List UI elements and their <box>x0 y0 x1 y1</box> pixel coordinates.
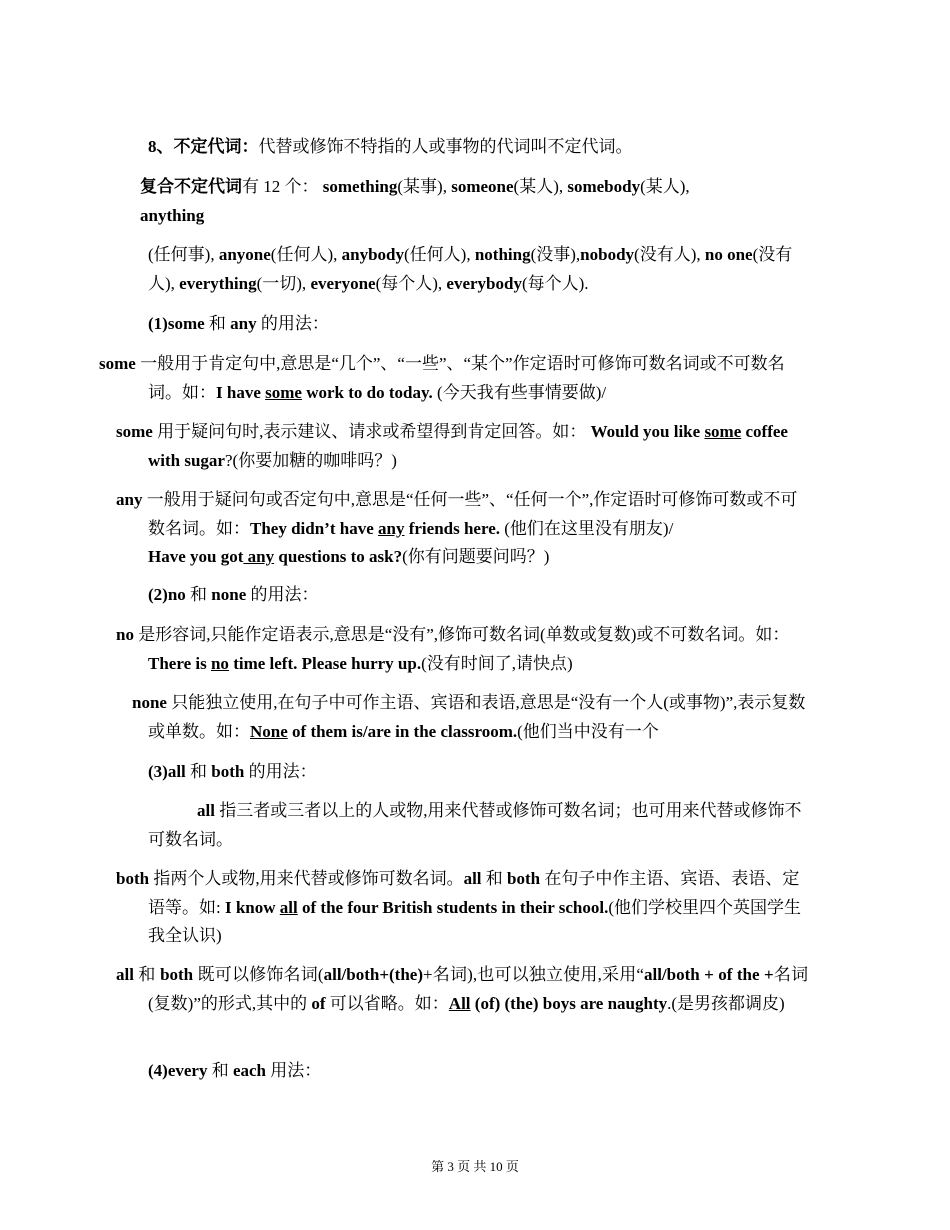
example: Have you got <box>148 547 244 566</box>
example: (of) (the) boys are naughty <box>470 993 668 1013</box>
example: questions to ask? <box>274 547 403 566</box>
meaning: (每个人). <box>521 273 589 293</box>
translation: (他们学校里四个英国学生我全认识) <box>148 897 802 945</box>
meaning: (任何人), <box>404 245 471 264</box>
word: somebody <box>567 177 641 196</box>
section-heading <box>148 133 808 162</box>
example-underlined: None <box>250 721 288 741</box>
example: of the four British students in their school. <box>297 897 609 917</box>
example-underlined: all <box>279 897 298 917</box>
word: of <box>311 993 326 1013</box>
translation: .(是男孩都调皮) <box>667 993 785 1013</box>
any-usage <box>116 486 808 572</box>
meaning: (任何人), <box>270 245 338 264</box>
translation: (今天我有些事情要做)/ <box>432 382 607 402</box>
example: I know <box>220 897 280 917</box>
word: some <box>116 422 153 441</box>
word: both <box>211 762 245 781</box>
example: There is <box>148 653 211 673</box>
all-usage-1 <box>148 797 808 854</box>
text: 用于疑问句时,表示建议、请求或希望得到肯定回答。如： <box>157 422 587 441</box>
word: both <box>507 869 541 888</box>
example: I have <box>216 382 266 402</box>
word: both <box>116 869 150 888</box>
text: 和 <box>190 585 208 604</box>
text: 的用法： <box>260 314 329 333</box>
text: 既可以修饰名词( <box>197 965 324 984</box>
label: (1)some <box>148 314 205 333</box>
word: both <box>160 965 194 984</box>
example: time left. Please hurry up. <box>228 653 422 673</box>
subheading-every-each <box>148 1057 808 1086</box>
text: 的用法： <box>250 585 319 604</box>
example-underlined: some <box>704 422 742 441</box>
meaning: (某事), <box>397 177 447 196</box>
example-underlined: All <box>448 993 471 1013</box>
word: none <box>211 585 247 604</box>
section-description: 代替或修饰不特指的人或事物的代词叫不定代词。 <box>258 137 633 156</box>
text: 名词(复数)”的形式,其中的 <box>148 965 809 1013</box>
word: anybody <box>341 245 404 264</box>
word: nothing <box>474 245 531 264</box>
compound-pronouns-list <box>148 241 808 298</box>
example: coffee with sugar <box>148 422 788 470</box>
word: something <box>322 177 398 196</box>
label: (4)every <box>148 1061 208 1080</box>
pattern: all/both+(the) <box>323 965 424 984</box>
text: 的用法： <box>248 762 317 781</box>
text: 有 12 个： <box>242 177 319 196</box>
label: (2)no <box>148 585 186 604</box>
word: everything <box>179 273 257 293</box>
example-underlined: any <box>243 547 275 566</box>
word: everybody <box>446 273 522 293</box>
word: any <box>116 490 143 509</box>
word: no <box>116 625 134 644</box>
meaning: (没事), <box>530 245 581 264</box>
text: 用法： <box>270 1061 322 1080</box>
subheading-all-both <box>148 758 808 787</box>
translation: ?(你要加糖的咖啡吗？) <box>224 450 397 470</box>
section-number: 8、不定代词： <box>148 137 259 156</box>
word: none <box>132 693 167 712</box>
example: of them is/are in the classroom. <box>287 721 518 741</box>
text: 在句子中作主语、宾语、表语、定语等。如: <box>148 869 800 917</box>
word: any <box>230 314 257 333</box>
translation: (没有时间了,请快点) <box>421 653 573 673</box>
text: 是形容词,只能作定语表示,意思是“没有”,修饰可数名词(单数或复数)或不可数名词。如： <box>138 625 790 644</box>
meaning: (任何事), <box>148 245 215 264</box>
meaning: (每个人), <box>375 273 443 293</box>
example-underlined: some <box>265 382 302 402</box>
page-footer: 第 3 页 共 10 页 <box>431 1159 519 1174</box>
none-usage <box>132 689 808 746</box>
word: all <box>463 869 482 888</box>
meaning: (没有人), <box>148 245 793 293</box>
translation: (你有问题要问吗？) <box>402 547 550 566</box>
example: friends here. <box>404 518 501 538</box>
word: no one <box>704 245 753 264</box>
pattern: all/both + of the + <box>643 965 774 984</box>
word: everyone <box>310 273 376 293</box>
text: +名词),也可以独立使用,采用“ <box>423 965 644 984</box>
word: some <box>99 354 136 373</box>
meaning: (某人), <box>640 177 690 196</box>
word: all <box>197 801 215 820</box>
word: nobody <box>580 245 635 264</box>
term: 复合不定代词 <box>140 177 242 196</box>
example: They didn’t have <box>250 518 378 538</box>
text: 和 <box>485 869 503 888</box>
compound-pronouns-paragraph <box>140 173 808 230</box>
text: 和 <box>190 762 208 781</box>
both-usage <box>116 865 816 951</box>
text: 指两个人或物,用来代替或修饰可数名词。 <box>153 869 464 888</box>
example: Would you like <box>590 422 705 441</box>
text: 只能独立使用,在句子中可作主语、宾语和表语,意思是“没有一个人(或事物)”,表示复数或单数。如： <box>148 693 806 741</box>
some-usage-2 <box>116 418 808 475</box>
word: all <box>116 965 134 984</box>
label: (3)all <box>148 762 186 781</box>
example-underlined: no <box>210 653 229 673</box>
text: 和 <box>211 1061 229 1080</box>
subheading-some-any <box>148 310 808 339</box>
no-usage <box>116 621 816 678</box>
text: 和 <box>138 965 156 984</box>
example-underlined: any <box>378 518 405 538</box>
meaning: (某人), <box>513 177 564 196</box>
text: 和 <box>208 314 226 333</box>
word: someone <box>451 177 514 196</box>
meaning: (没有人), <box>634 245 701 264</box>
text: 可以省略。如： <box>329 993 449 1013</box>
some-usage-1 <box>99 350 808 407</box>
all-both-usage <box>116 961 808 1018</box>
word: anything <box>140 205 205 225</box>
meaning: (一切), <box>256 273 307 293</box>
translation: (他们在这里没有朋友)/ <box>500 518 674 538</box>
text: 一般用于肯定句中,意思是“几个”、“一些”、“某个”作定语时可修饰可数名词或不可数名词。如： <box>140 354 785 402</box>
subheading-no-none <box>148 581 808 610</box>
word: each <box>232 1061 267 1080</box>
translation: (他们当中没有一个 <box>517 721 659 741</box>
word: anyone <box>218 245 271 264</box>
example: work to do today. <box>301 382 433 402</box>
text: 指三者或三者以上的人或物,用来代替或修饰可数名词；也可用来代替或修饰不可数名词。 <box>148 801 802 849</box>
text: 一般用于疑问句或否定句中,意思是“任何一些”、“任何一个”,作定语时可修饰可数或不可数名词。如： <box>146 490 798 538</box>
